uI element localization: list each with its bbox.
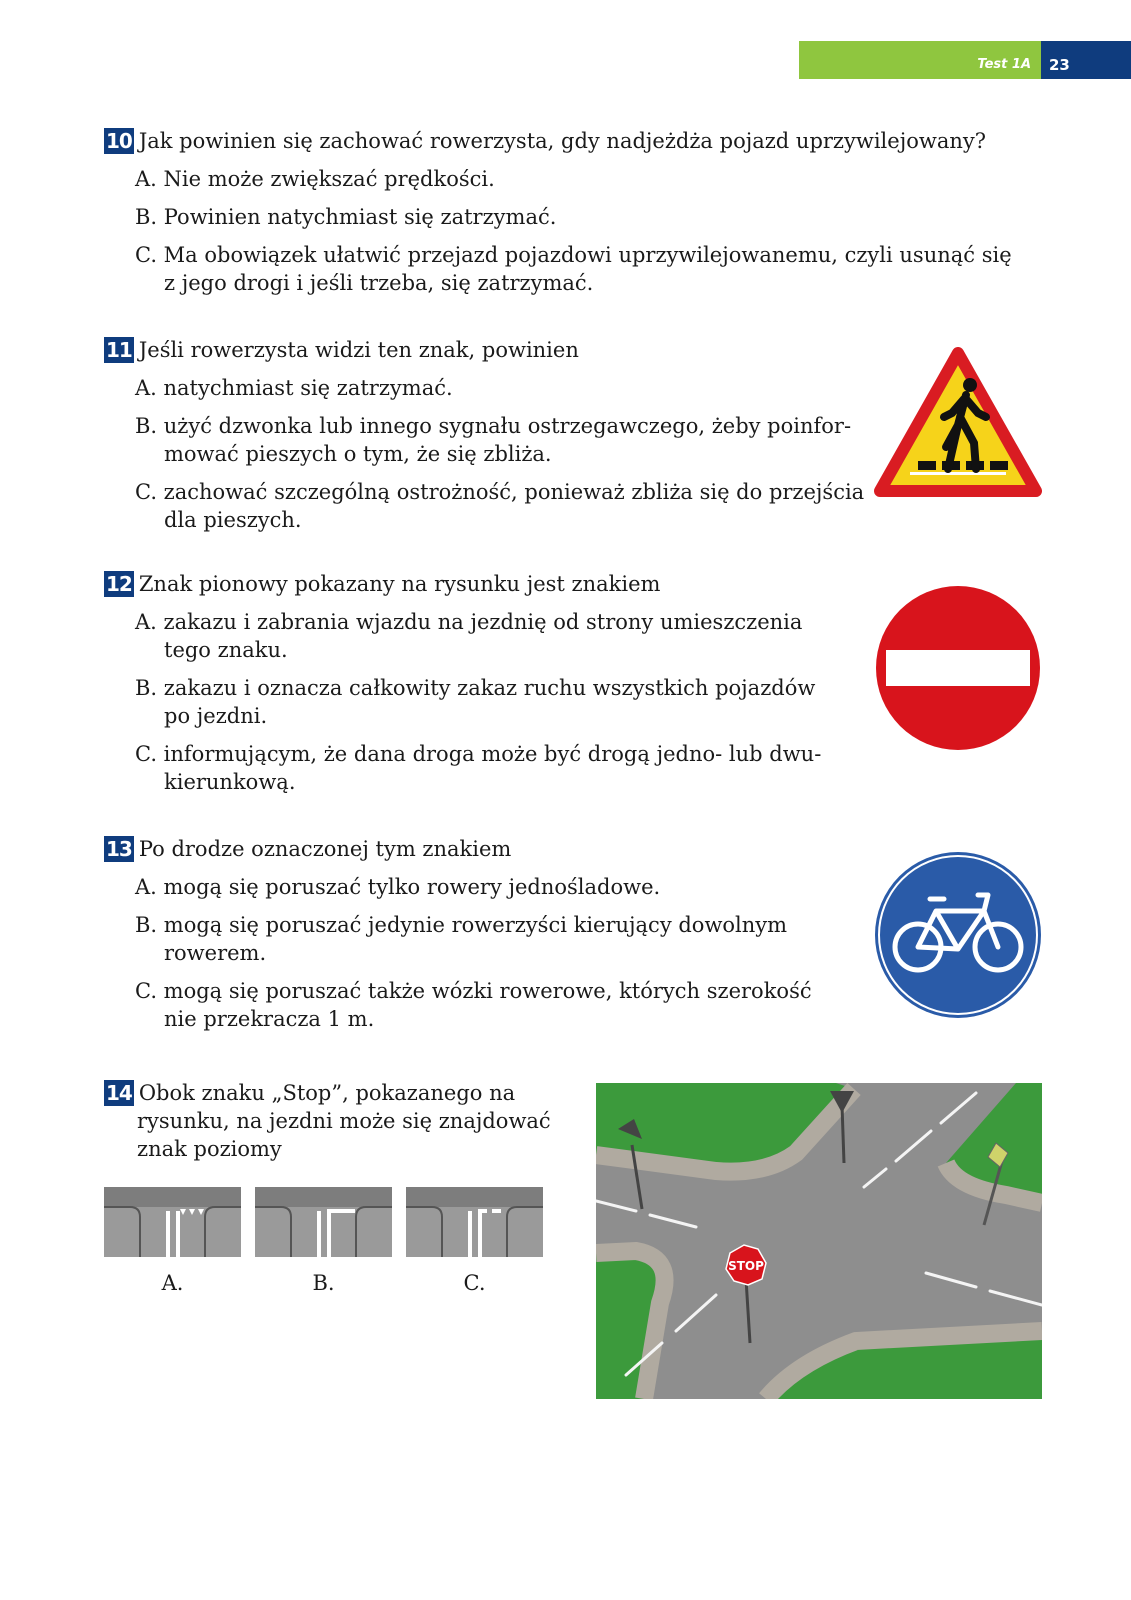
question-number: 12 <box>106 572 132 596</box>
answer-c[interactable]: C. mogą się poruszać także wózki rowerowe, których szerokość nie przekracza 1 m. <box>135 979 812 1031</box>
no-entry-sign-icon <box>874 584 1042 752</box>
question-14 <box>104 1079 551 1163</box>
pedestrian-crossing-sign-icon <box>874 347 1042 499</box>
answer-a[interactable]: A. mogą się poruszać tylko rowery jednośladowe. <box>135 875 661 899</box>
option-label-b: B. <box>312 1271 335 1295</box>
road-marking-option-c[interactable] <box>406 1187 543 1257</box>
answer-b[interactable]: B. mogą się poruszać jedynie rowerzyści kierujący dowolnym rowerem. <box>135 913 788 965</box>
intersection-illustration <box>596 1083 1042 1399</box>
page-number: 23 <box>1041 41 1131 79</box>
road-marking-option-b[interactable] <box>255 1187 392 1257</box>
answer-c[interactable]: C. informującym, że dana droga może być drogą jedno- lub dwu- kierunkową. <box>135 742 822 794</box>
answer-a[interactable]: A. Nie może zwiększać prędkości. <box>135 167 495 191</box>
question-number: 11 <box>106 338 132 362</box>
bicycle-path-sign-icon <box>874 851 1042 1019</box>
answer-c[interactable]: C. zachować szczególną ostrożność, ponieważ zbliża się do przejścia dla pieszych. <box>135 480 865 532</box>
question-number: 14 <box>106 1081 132 1105</box>
question-text: Znak pionowy pokazany na rysunku jest znakiem <box>138 572 661 596</box>
question-text-continued: rysunku, na jezdni może się znajdować znak poziomy <box>137 1109 551 1161</box>
road-marking-option-a[interactable] <box>104 1187 241 1257</box>
question-text: Jeśli rowerzysta widzi ten znak, powinien <box>138 338 579 362</box>
option-label-c: C. <box>463 1271 486 1295</box>
question-number: 10 <box>106 129 132 153</box>
answer-c[interactable]: C. Ma obowiązek ułatwić przejazd pojazdowi uprzywilejowanemu, czyli usunąć się z jego drogi i jeśli trzeba, się zatrzymać. <box>135 243 1012 295</box>
answer-b[interactable]: B. Powinien natychmiast się zatrzymać. <box>135 205 557 229</box>
answer-a[interactable]: A. zakazu i zabrania wjazdu na jezdnię od strony umieszczenia tego znaku. <box>135 610 803 662</box>
answer-b[interactable]: B. zakazu i oznacza całkowity zakaz ruchu wszystkich pojazdów po jezdni. <box>135 676 816 728</box>
test-label: Test 1A <box>799 41 1041 79</box>
question-text: Po drodze oznaczonej tym znakiem <box>138 837 512 861</box>
question-number: 13 <box>106 837 132 861</box>
question-11 <box>104 336 864 534</box>
stop-sign-text: STOP <box>728 1259 764 1273</box>
answer-a[interactable]: A. natychmiast się zatrzymać. <box>135 376 453 400</box>
question-13 <box>104 835 812 1033</box>
answer-b[interactable]: B. użyć dzwonka lub innego sygnału ostrzegawczego, żeby poinfor- mować pieszych o tym, że się zbliża. <box>135 414 852 466</box>
question-text: Jak powinien się zachować rowerzysta, gdy nadjeżdża pojazd uprzywilejowany? <box>138 129 986 153</box>
option-label-a: A. <box>161 1271 184 1295</box>
question-12 <box>104 570 821 796</box>
page-header <box>799 41 1131 79</box>
question-10 <box>104 127 1012 297</box>
question-text: Obok znaku „Stop”, pokazanego na <box>138 1081 516 1105</box>
